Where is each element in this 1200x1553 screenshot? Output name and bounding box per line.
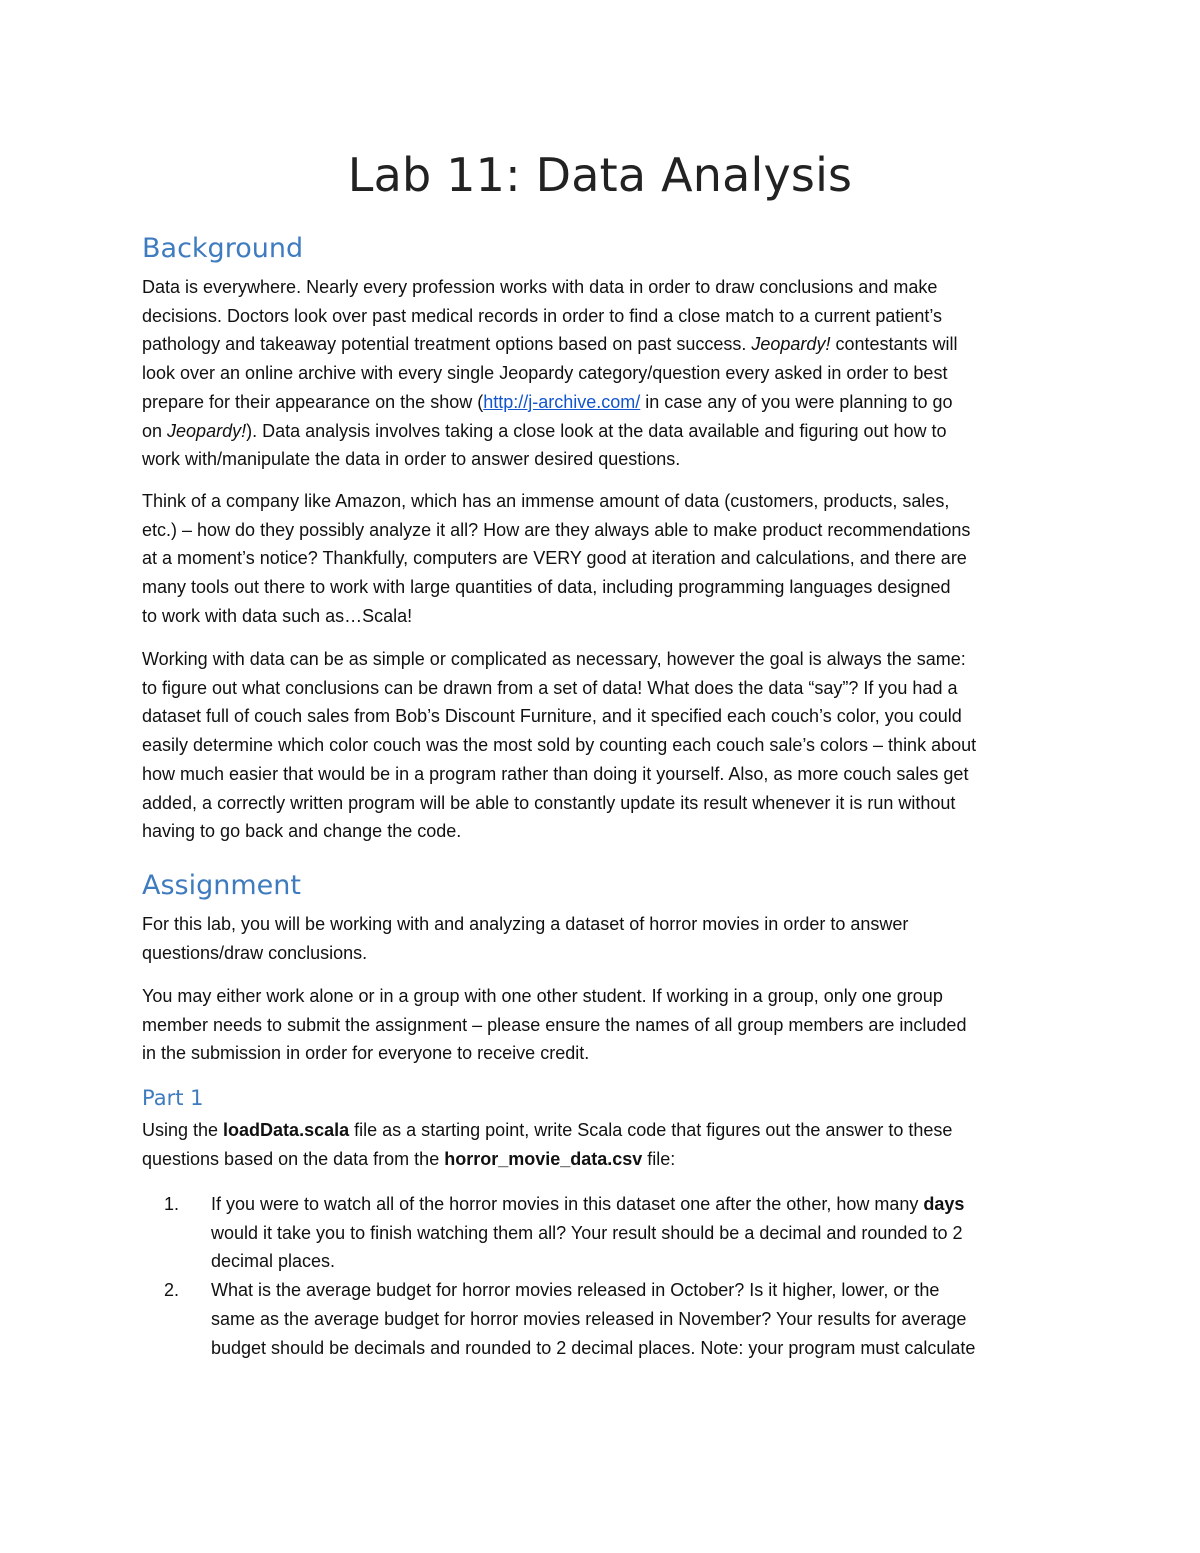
- part-1-heading: Part 1: [142, 1086, 204, 1110]
- text-line: to figure out what conclusions can be drawn from a set of data! What does the data “say”? If you had a: [142, 677, 958, 698]
- text-line: Working with data can be as simple or complicated as necessary, however the goal is always the same:: [142, 649, 966, 669]
- text-line: how much easier that would be in a program rather than doing it yourself. Also, as more couch sales get: [142, 763, 969, 784]
- j-archive-link[interactable]: http://j-archive.com/: [483, 391, 641, 412]
- text-line: What is the average budget for horror movies released in October? Is it higher, lower, or the: [211, 1280, 940, 1301]
- list-item: [142, 1276, 1062, 1362]
- background-paragraph-3: [142, 645, 1062, 846]
- text-line: etc.) – how do they possibly analyze it all? How are they always able to make product recommendations: [142, 519, 971, 540]
- text-line: Think of a company like Amazon, which has an immense amount of data (customers, products, sales,: [142, 491, 950, 511]
- days-bold: days: [923, 1194, 965, 1214]
- load-data-filename: loadData.scala: [223, 1120, 350, 1140]
- text-line: to work with data such as…Scala!: [142, 605, 413, 626]
- text-line: member needs to submit the assignment – please ensure the names of all group members are included: [142, 1014, 967, 1035]
- assignment-paragraph-1: [142, 910, 1062, 967]
- jeopardy-italic: Jeopardy!: [751, 334, 831, 355]
- text-line: in the submission in order for everyone to receive credit.: [142, 1043, 590, 1064]
- text-line: For this lab, you will be working with and analyzing a dataset of horror movies in order to answer: [142, 914, 909, 934]
- text-line: at a moment’s notice? Thankfully, computers are VERY good at iteration and calculations, and there are: [142, 548, 967, 569]
- list-item: [142, 1190, 1062, 1276]
- jeopardy-italic: Jeopardy!: [167, 420, 247, 441]
- text-line: questions/draw conclusions.: [142, 942, 368, 963]
- assignment-heading: Assignment: [142, 870, 301, 901]
- text-line: same as the average budget for horror movies released in November? Your results for average: [211, 1308, 967, 1329]
- text-line: Using the loadData.scala file as a starting point, write Scala code that figures out the answer to these: [142, 1120, 953, 1140]
- list-number: 2.: [164, 1280, 180, 1301]
- text-line: look over an online archive with every single Jeopardy category/question every asked in order to best: [142, 363, 948, 384]
- text-line: If you were to watch all of the horror movies in this dataset one after the other, how many days: [211, 1194, 965, 1214]
- text-line: having to go back and change the code.: [142, 821, 462, 842]
- text-line: would it take you to finish watching them all? Your result should be a decimal and rounded to 2: [211, 1222, 963, 1243]
- background-heading: Background: [142, 233, 304, 264]
- background-paragraph-1: [142, 273, 1062, 474]
- text-line: budget should be decimals and rounded to 2 decimal places. Note: your program must calculate: [211, 1337, 976, 1358]
- list-number: 1.: [164, 1194, 180, 1214]
- assignment-paragraph-2: [142, 982, 1062, 1068]
- text-line: added, a correctly written program will be able to constantly update its result whenever it is run without: [142, 792, 956, 813]
- questions-list: [142, 1190, 1062, 1362]
- part-1-intro: [142, 1116, 1062, 1173]
- text-line: on Jeopardy!). Data analysis involves taking a close look at the data available and figuring out how to: [142, 420, 947, 441]
- text-line: questions based on the data from the horror_movie_data.csv file:: [142, 1148, 676, 1169]
- text-line: work with/manipulate the data in order to answer desired questions.: [142, 449, 681, 470]
- text-line: Data is everywhere. Nearly every profession works with data in order to draw conclusions and make: [142, 277, 938, 297]
- text-line: prepare for their appearance on the show (http://j-archive.com/ in case any of you were planning to go: [142, 391, 953, 412]
- text-line: decimal places.: [211, 1251, 336, 1272]
- background-paragraph-2: [142, 487, 1062, 631]
- text-line: easily determine which color couch was the most sold by counting each couch sale’s colors – think about: [142, 735, 977, 756]
- text-line: You may either work alone or in a group with one other student. If working in a group, only one group: [142, 986, 943, 1006]
- text-line: dataset full of couch sales from Bob’s Discount Furniture, and it specified each couch’s color, you could: [142, 706, 962, 727]
- text-line: many tools out there to work with large quantities of data, including programming languages designed: [142, 577, 951, 598]
- text-line: pathology and takeaway potential treatment options based on past success. Jeopardy! contestants will: [142, 334, 958, 355]
- text-line: decisions. Doctors look over past medical records in order to find a close match to a current patient’s: [142, 305, 943, 326]
- csv-filename: horror_movie_data.csv: [444, 1148, 643, 1169]
- page-title: Lab 11: Data Analysis: [347, 148, 853, 202]
